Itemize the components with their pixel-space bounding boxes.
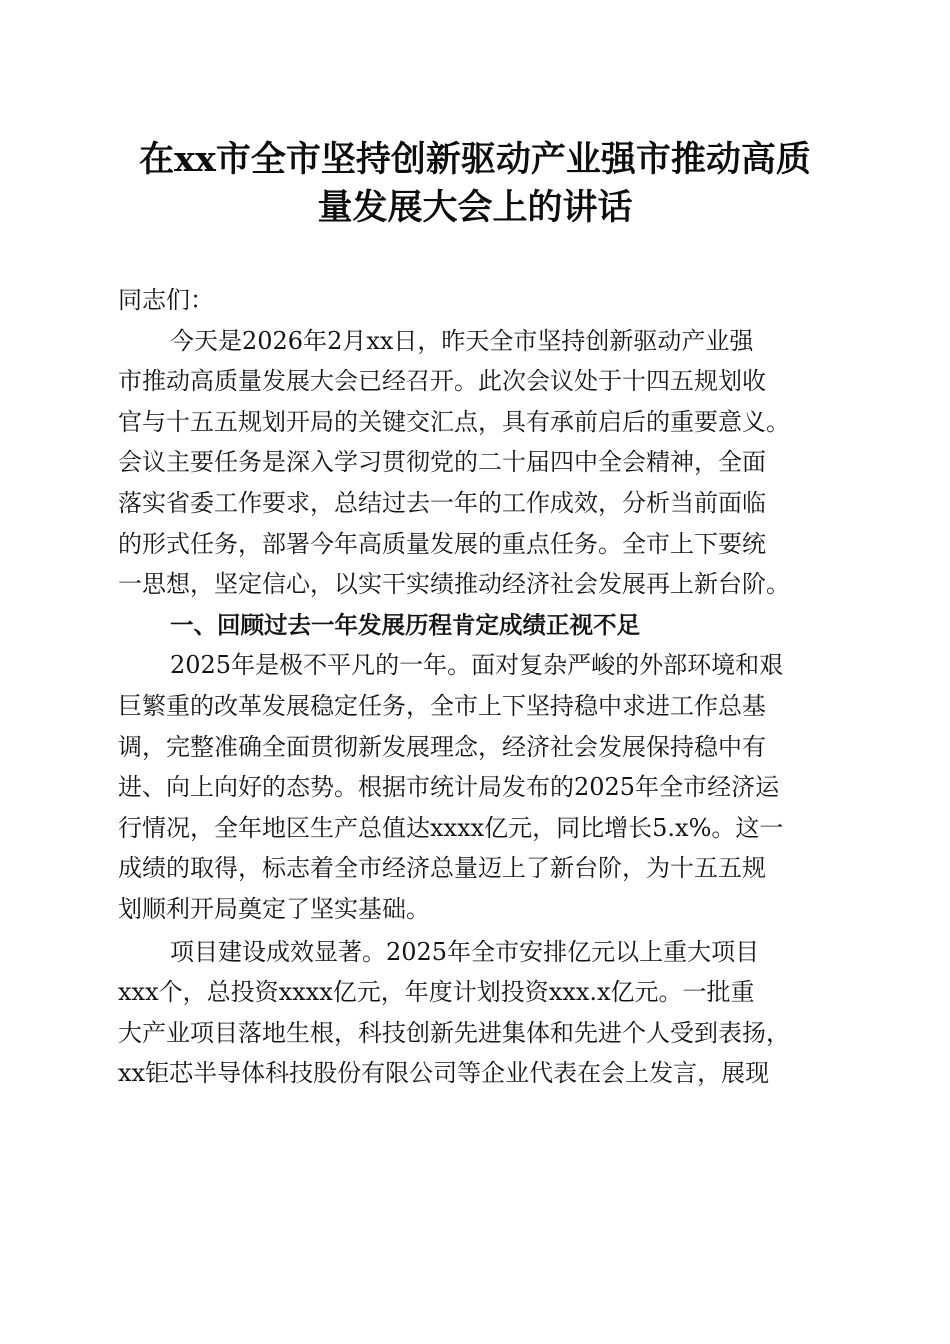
paragraph-line: 落实省委工作要求，总结过去一年的工作成效，分析当前面临	[118, 488, 766, 517]
paragraph-line: 调，完整准确全面贯彻新发展理念，经济社会发展保持稳中有	[118, 732, 766, 761]
paragraph-intro	[118, 321, 828, 605]
paragraph-line: 项目建设成效显著。2025年全市安排亿元以上重大项目	[170, 937, 760, 966]
paragraph-line: 行情况，全年地区生产总值达xxxx亿元，同比增长5.x%。这一	[118, 813, 784, 842]
paragraph-line: 巨繁重的改革发展稳定任务，全市上下坚持稳中求进工作总基	[118, 691, 766, 720]
paragraph-line: xxx个，总投资xxxx亿元，年度计划投资xxx.x亿元。一批重	[118, 978, 755, 1007]
document-title	[110, 136, 840, 232]
paragraph-line: 大产业项目落地生根，科技创新先进集体和先进个人受到表扬，	[118, 1018, 790, 1047]
title-line-2: 量发展大会上的讲话	[317, 187, 633, 228]
paragraph-review	[118, 645, 828, 929]
title-line-1: 在xx市全市坚持创新驱动产业强市推动高质	[139, 139, 811, 180]
paragraph-line: 今天是2026年2月xx日，昨天全市坚持创新驱动产业强	[170, 326, 754, 355]
paragraph-line: 一思想，坚定信心，以实干实绩推动经济社会发展再上新台阶。	[118, 570, 790, 599]
section-heading: 一、回顾过去一年发展历程肯定成绩正视不足	[170, 610, 640, 639]
paragraph-projects	[118, 932, 828, 1094]
paragraph-line: xx钜芯半导体科技股份有限公司等企业代表在会上发言，展现	[118, 1059, 770, 1088]
paragraph-line: 进、向上向好的态势。根据市统计局发布的2025年全市经济运	[118, 773, 780, 802]
paragraph-line: 会议主要任务是深入学习贯彻党的二十届四中全会精神，全面	[118, 448, 766, 477]
paragraph-line: 市推动高质量发展大会已经召开。此次会议处于十四五规划收	[118, 367, 766, 396]
document-body	[118, 280, 828, 1094]
paragraph-line: 成绩的取得，标志着全市经济总量迈上了新台阶，为十五五规	[118, 854, 766, 883]
salutation: 同志们：	[118, 286, 214, 314]
paragraph-line: 官与十五五规划开局的关键交汇点，具有承前启后的重要意义。	[118, 407, 790, 436]
paragraph-line: 的形式任务，部署今年高质量发展的重点任务。全市上下要统	[118, 529, 766, 558]
paragraph-line: 划顺利开局奠定了坚实基础。	[118, 894, 430, 923]
paragraph-line: 2025年是极不平凡的一年。面对复杂严峻的外部环境和艰	[170, 651, 784, 680]
